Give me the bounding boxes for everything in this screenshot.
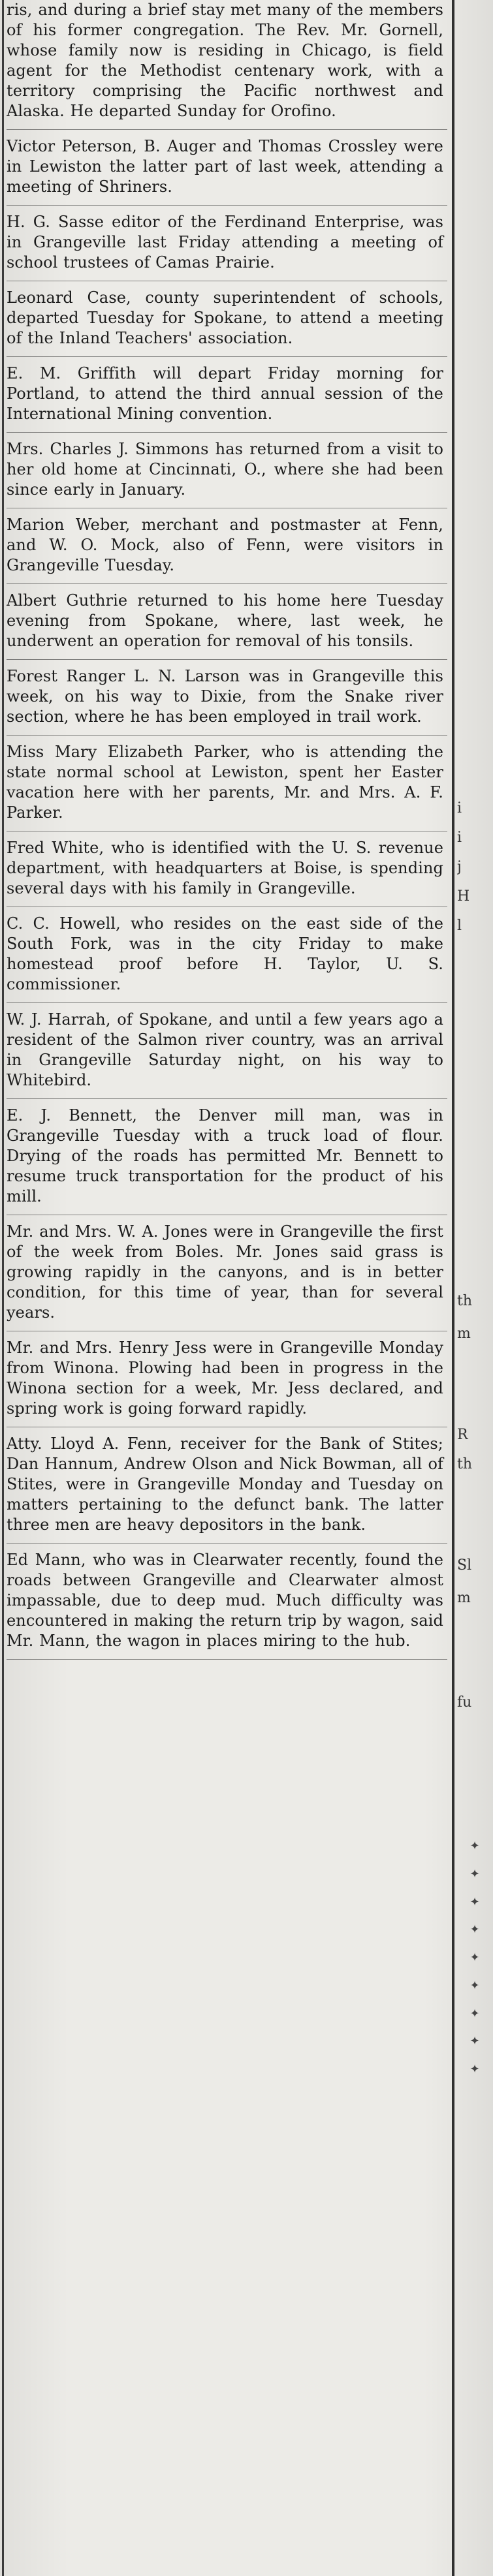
text-fragment: th: [457, 1456, 473, 1472]
ornament-icon: ✦: [469, 1867, 480, 1881]
text-fragment: m: [457, 1590, 471, 1606]
news-item: E. J. Bennett, the Denver mill man, was in Grangeville Tuesday with a truck load of flour. Drying of the roads has permitted Mr. Bennett to resume truck transportation for the product of his mill.: [7, 1099, 447, 1215]
news-item: Victor Peterson, B. Auger and Thomas Crossley were in Lewiston the latter part of last week, attending a meeting of Shriners.: [7, 130, 447, 206]
adjacent-column-fragments: [457, 0, 493, 2576]
news-item: Miss Mary Elizabeth Parker, who is attending the state normal school at Lewiston, spent her Easter vacation here with her parents, Mr. and Mrs. A. F. Parker.: [7, 736, 447, 831]
news-item: E. M. Griffith will depart Friday morning for Portland, to attend the third annual session of the International Mining convention.: [7, 357, 447, 433]
ornament-icon: ✦: [469, 1951, 480, 1964]
text-fragment: i: [457, 830, 462, 846]
text-fragment: l: [457, 918, 462, 934]
right-column-rule: [452, 0, 454, 2576]
text-fragment: m: [457, 1326, 471, 1342]
news-item: Marion Weber, merchant and postmaster at Fenn, and W. O. Mock, also of Fenn, were visitors in Grangeville Tuesday.: [7, 508, 447, 584]
ornament-icon: ✦: [469, 1839, 480, 1853]
ornamental-border: [465, 1840, 485, 2075]
ornament-icon: ✦: [469, 1895, 480, 1909]
news-item: Ed Mann, who was in Clearwater recently, found the roads between Grangeville and Clearwater almost impassable, due to deep mud. Much difficulty was encountered in making the return trip by wagon, said Mr. Mann, the wagon in places miring to the hub.: [7, 1544, 447, 1660]
ornament-icon: ✦: [469, 2006, 480, 2021]
ornament-icon: ✦: [469, 1923, 480, 1937]
text-fragment: R: [457, 1427, 468, 1443]
news-item: Mrs. Charles J. Simmons has returned from a visit to her old home at Cincinnati, O., where she had been since early in January.: [7, 433, 447, 508]
news-item: Leonard Case, county superintendent of schools, departed Tuesday for Spokane, to attend a meeting of the Inland Teachers' association.: [7, 281, 447, 357]
news-item: ris, and during a brief stay met many of the members of his former congregation. The Rev. Mr. Gornell, whose family now is residing in Chicago, is field agent for the Methodist centenary work, with a territory comprising the Pacific northwest and Alaska. He departed Sunday for Orofino.: [7, 0, 447, 130]
text-fragment: th: [457, 1293, 473, 1309]
news-item: Forest Ranger L. N. Larson was in Grangeville this week, on his way to Dixie, from the Snake river section, where he has been employed in trail work.: [7, 660, 447, 736]
left-column-rule: [2, 0, 4, 2576]
ornament-icon: ✦: [469, 2034, 480, 2049]
news-column: [7, 0, 447, 2576]
news-item: H. G. Sasse editor of the Ferdinand Enterprise, was in Grangeville last Friday attending a meeting of school trustees of Camas Prairie.: [7, 206, 447, 281]
text-fragment: H: [457, 888, 470, 905]
news-item: W. J. Harrah, of Spokane, and until a few years ago a resident of the Salmon river country, was an arrival in Grangeville Saturday night, on his way to Whitebird.: [7, 1003, 447, 1099]
ornament-icon: ✦: [469, 1978, 480, 1993]
news-item: Mr. and Mrs. Henry Jess were in Grangeville Monday from Winona. Plowing had been in progress in the Winona section for a week, Mr. Jess declared, and spring work is going forward rapidly.: [7, 1331, 447, 1427]
news-item: Atty. Lloyd A. Fenn, receiver for the Bank of Stites; Dan Hannum, Andrew Olson and Nick Bowman, all of Stites, were in Grangeville Monday and Tuesday on matters pertaining to the defunct bank. The latter three men are heavy depositors in the bank.: [7, 1427, 447, 1544]
ornament-icon: ✦: [469, 2062, 480, 2076]
text-fragment: fu: [457, 1694, 472, 1711]
text-fragment: Sl: [457, 1557, 472, 1574]
text-fragment: j: [457, 859, 462, 875]
news-item: Albert Guthrie returned to his home here Tuesday evening from Spokane, where, last week, he underwent an operation for removal of his tonsils.: [7, 584, 447, 660]
text-fragment: i: [457, 800, 462, 816]
news-item: Fred White, who is identified with the U. S. revenue department, with headquarters at Boise, is spending several days with his family in Grangeville.: [7, 831, 447, 907]
news-item: C. C. Howell, who resides on the east side of the South Fork, was in the city Friday to make homestead proof before H. Taylor, U. S. commissioner.: [7, 907, 447, 1003]
news-item: Mr. and Mrs. W. A. Jones were in Grangeville the first of the week from Boles. Mr. Jones said grass is growing rapidly in the canyons, and is in better condition, for this time of year, than for several years.: [7, 1215, 447, 1331]
